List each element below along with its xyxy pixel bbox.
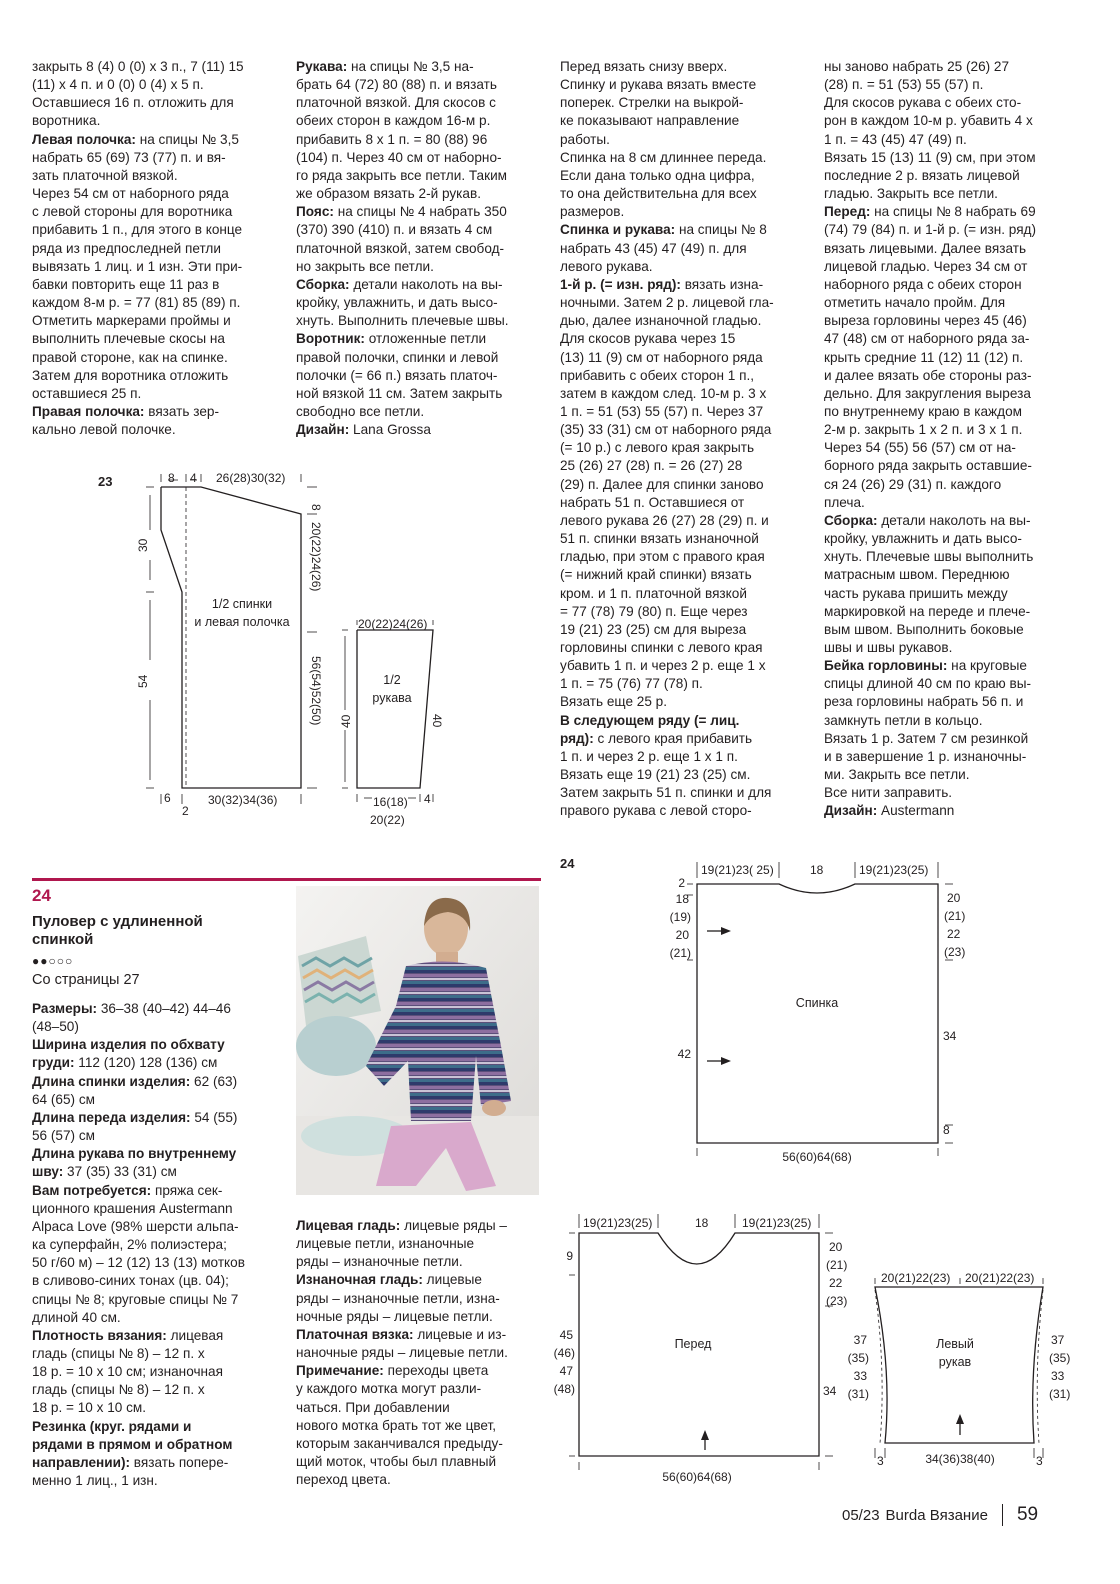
text-line: правого рукава с левой сторо-: [560, 803, 752, 819]
text-line: закрыть 8 (4) 0 (0) x 3 п., 7 (11) 15: [32, 59, 244, 74]
dim-label: 34(36)38(40): [925, 1452, 995, 1466]
section-rule: [32, 878, 541, 881]
text-line: Перед вязать снизу вверх.: [560, 59, 728, 74]
text-line: В следующем ряду (= лиц.: [560, 712, 740, 728]
sleeve-label: Левый рукав: [936, 1337, 974, 1369]
dim-label: 19(21)23(25): [742, 1216, 812, 1230]
dim-label: 34: [823, 1384, 837, 1398]
dim-label: 20(22): [370, 813, 405, 827]
text-line: 1 п. = 51 (53) 55 (57) п. Через 37: [560, 403, 764, 419]
dim-label: 18: [695, 1216, 709, 1230]
text-line: борного ряда закрыть оставшие-: [824, 458, 1032, 474]
text-line: реза горловины набрать 56 п. и: [824, 694, 1024, 710]
text-line: спицы № 8; круговые спицы № 7: [32, 1291, 239, 1307]
text-line: набрать 43 (45) 47 (49) п. для: [560, 240, 747, 256]
text-line: платочной вязкой, затем свобод-: [296, 240, 505, 256]
text-line: ряда из предпоследней петли: [32, 240, 221, 256]
text-line: швы и швы рукавов.: [824, 640, 953, 655]
text-line: затем в каждом след. 10-м р. 3 x: [560, 385, 767, 401]
text-line: дельно. Для закругления выреза: [824, 385, 1031, 401]
dim-label: (21): [944, 909, 966, 923]
text-line: Лицевая гладь: лицевые ряды –: [296, 1218, 507, 1233]
text-line: 1 п. = 43 (45) 47 (49) п.: [824, 131, 967, 147]
dim-label: (31): [847, 1387, 869, 1401]
dim-label: 2: [182, 804, 189, 818]
sweater-photo: [296, 886, 539, 1195]
text-line: Отметить маркерами проймы и: [32, 313, 231, 329]
text-line: работы.: [560, 131, 610, 147]
dim-label: 8: [943, 1123, 950, 1137]
text-line: в сливово-синих тонах (цв. 04);: [32, 1273, 229, 1289]
text-line: длиной 40 см.: [32, 1309, 121, 1325]
dim-label: 40: [430, 714, 444, 728]
text-line: 25 (26) 27 (28) п. = 26 (27) 28: [560, 458, 743, 474]
text-line: ны заново набрать 25 (26) 27: [824, 59, 1010, 74]
text-line: 2-м р. закрыть 1 x 2 п. и 3 x 1 п.: [824, 422, 1023, 438]
text-line: 47 (48) см от наборного ряда за-: [824, 331, 1030, 347]
text-line: наборного ряда с обеих сторон: [824, 276, 1022, 292]
text-line: бавки повторить еще 11 раз в: [32, 276, 220, 292]
text-line: выполнить плечевые скосы на: [32, 331, 225, 347]
text-line: левого рукава.: [560, 258, 653, 274]
text-line: (29) п. Далее для спинки заново: [560, 476, 764, 492]
text-line: выреза горловины через 45 (46): [824, 313, 1027, 329]
text-line: Длина спинки изделия: 62 (63): [32, 1073, 238, 1089]
dim-label: 33: [1051, 1369, 1065, 1383]
page-footer: [842, 1504, 1038, 1526]
dim-label: 20: [675, 928, 689, 942]
text-line: 1-й р. (= изн. ряд): вязать изна-: [560, 276, 764, 292]
dim-label: (31): [1049, 1387, 1071, 1401]
text-line: Резинка (круг. рядами и: [32, 1418, 192, 1434]
dim-label: 3: [1036, 1454, 1043, 1468]
text-line: Плотность вязания: лицевая: [32, 1327, 224, 1343]
text-line: Платочная вязка: лицевые и из-: [296, 1326, 507, 1342]
text-line: Спинку и рукава вязать вместе: [560, 77, 757, 93]
dim-label: 26(28)30(32): [216, 471, 286, 485]
dim-label: 20(21)22(23): [881, 1271, 951, 1285]
text-line: (48–50): [32, 1019, 79, 1035]
text-line: отметить начало пройм. Для: [824, 295, 1006, 311]
text-line: гладью. Закрыть все петли.: [824, 186, 998, 202]
text-line: ми. Закрыть все петли.: [824, 767, 970, 783]
text-line: кально левой полочке.: [32, 422, 176, 438]
dim-label: 3: [877, 1454, 884, 1468]
dim-label: 34: [943, 1029, 957, 1043]
text-line: вым швом. Выполнить боковые: [824, 621, 1024, 637]
text-line: шву: 37 (35) 33 (31) см: [32, 1164, 177, 1180]
dim-label: 37: [1051, 1333, 1065, 1347]
dim-label: 19(21)23(25): [583, 1216, 653, 1230]
diagram-23: [90, 460, 450, 830]
text-line: (74) 79 (84) п. и 1-й р. (= изн. ряд): [824, 222, 1037, 238]
text-line: полочки (= 66 п.) вязать платоч-: [296, 367, 498, 383]
text-line: Оставшиеся 16 п. отложить для: [32, 95, 234, 111]
text-line: Длина переда изделия: 54 (55): [32, 1109, 238, 1125]
text-line: 1 п. и через 2 р. еще 1 x 1 п.: [560, 748, 738, 764]
dim-label: 40: [339, 714, 353, 728]
text-line: рядами в прямом и обратном: [32, 1436, 233, 1452]
text-line: набрать 65 (69) 73 (77) п. и вя-: [32, 149, 226, 165]
text-line: рон в каждом 10-м р. убавить 4 x: [824, 113, 1033, 129]
dim-label: (19): [669, 910, 691, 924]
text-line: Alpaca Love (98% шерсти альпа-: [32, 1218, 239, 1234]
dim-label: 18: [675, 892, 689, 906]
dim-label: 18: [810, 863, 824, 877]
text-line: Длина рукава по внутреннему: [32, 1146, 237, 1162]
text-line: плеча.: [824, 494, 865, 510]
text-line: лицевой гладью. Через 34 см от: [824, 258, 1028, 274]
text-line: правой полочки, спинки и левой: [296, 349, 499, 365]
text-line: Сборка: детали наколоть на вы-: [296, 276, 503, 292]
text-line: гладь (спицы № 8) – 12 п. x: [32, 1382, 205, 1398]
dim-label: (46): [553, 1346, 575, 1360]
dim-label: (48): [553, 1382, 575, 1396]
text-line: наночные ряды – лицевые петли.: [296, 1345, 508, 1361]
text-line: зать платочной вязкой.: [32, 167, 178, 183]
text-line: переход цвета.: [296, 1472, 391, 1488]
text-line: ряды – изнаночные петли, изна-: [296, 1290, 500, 1306]
text-line: ка суперфайн, 2% полиэстера;: [32, 1237, 227, 1253]
text-line: 56 (57) см: [32, 1128, 95, 1144]
text-line: (370) 390 (410) п. и вязать 4 см: [296, 222, 493, 238]
text-column-4: [824, 58, 1036, 821]
text-line: вязать лицевыми. Далее вязать: [824, 240, 1027, 256]
text-line: Если дана только одна цифра,: [560, 167, 755, 183]
text-line: ке показывают направление: [560, 113, 740, 129]
text-line: кройку, увлажнить и дать высо-: [824, 531, 1022, 547]
text-line: и далее вязать обе стороны раз-: [824, 367, 1032, 383]
text-line: вывязать 1 лиц. и 1 изн. Эти при-: [32, 258, 243, 274]
dim-label: (21): [669, 946, 691, 960]
dim-label: 20(21)22(23): [965, 1271, 1035, 1285]
text-line: (= нижний край спинки) вязать: [560, 567, 752, 583]
dim-label: 56(54)52(50): [309, 656, 323, 726]
text-column-5: [32, 1000, 245, 1490]
dim-label: (23): [944, 945, 966, 959]
front-label: Перед: [674, 1337, 712, 1351]
text-line: Изнаночная гладь: лицевые: [296, 1272, 482, 1288]
text-line: матрасным швом. Переднюю: [824, 567, 1010, 583]
text-line: маркировкой на переде и плече-: [824, 603, 1031, 619]
dim-label: 30: [136, 538, 150, 552]
dim-label: (35): [847, 1351, 869, 1365]
dim-label: 22: [829, 1276, 843, 1290]
text-line: Затем для воротника отложить: [32, 367, 229, 383]
text-line: Вязать еще 25 р.: [560, 694, 668, 710]
text-line: (13) 11 (9) см от наборного ряда: [560, 349, 763, 365]
text-line: ной вязкой 11 см. Затем закрыть: [296, 385, 503, 401]
text-line: замкнуть петли в кольцо.: [824, 712, 983, 728]
text-line: каждом 8-м р. = 77 (81) 85 (89) п.: [32, 295, 241, 311]
sleeve-label: 1/2 рукава: [372, 673, 412, 705]
section-number: 24: [32, 886, 51, 905]
diagram-number: 23: [98, 474, 113, 489]
dim-label: 45: [559, 1328, 573, 1342]
text-line: Через 54 см от наборного ряда: [32, 186, 229, 202]
dim-label: (23): [826, 1294, 848, 1308]
text-line: Спинка на 8 см длиннее переда.: [560, 149, 767, 165]
text-line: 1 п. = 75 (76) 77 (78) п.: [560, 676, 703, 692]
dim-label: 20(22)24(26): [358, 617, 428, 631]
text-line: левого рукава 26 (27) 28 (29) п. и: [560, 512, 769, 528]
text-line: ционного крашения Austermann: [32, 1200, 233, 1216]
text-line: убавить 1 п. и через 2 р. еще 1 x: [560, 658, 766, 674]
text-line: (35) 33 (31) см от наборного ряда: [560, 422, 772, 438]
dim-label: 6: [164, 791, 171, 805]
dim-label: 8: [309, 504, 323, 511]
text-line: Вязать 1 р. Затем 7 см резинкой: [824, 730, 1029, 746]
text-column-2: [296, 58, 509, 439]
text-line: воротника.: [32, 113, 101, 129]
dim-label: 54: [136, 674, 150, 688]
text-line: Воротник: отложенные петли: [296, 331, 487, 347]
text-line: (11) x 4 п. и 0 (0) 0 (4) x 5 п.: [32, 77, 204, 93]
text-line: хнуть. Плечевые швы выполнить: [824, 549, 1034, 565]
issue-number: 05/23: [842, 1506, 880, 1524]
text-line: ночные ряды – лицевые петли.: [296, 1308, 493, 1324]
text-line: размеров.: [560, 204, 625, 220]
dim-label: 19(21)23(25): [859, 863, 929, 877]
text-line: Дизайн: Lana Grossa: [296, 422, 431, 438]
dim-label: 9: [566, 1249, 573, 1263]
text-line: последние 2 р. вязать лицевой: [824, 167, 1020, 183]
text-line: ся 24 (26) 29 (31) п. каждого: [824, 476, 1002, 492]
text-line: часть рукава пришить между: [824, 585, 1008, 601]
text-line: по внутреннему краю в каждом: [824, 403, 1022, 419]
text-line: Спинка и рукава: на спицы № 8: [560, 222, 767, 238]
text-line: Бейка горловины: на круговые: [824, 658, 1027, 674]
dim-label: 4: [424, 792, 431, 806]
dim-label: 19(21)23( 25): [701, 863, 774, 877]
text-line: Для скосов рукава с обеих сто-: [824, 95, 1022, 111]
dim-label: 56(60)64(68): [782, 1150, 852, 1164]
text-line: хнуть. Выполнить плечевые швы.: [296, 313, 509, 329]
text-line: Пояс: на спицы № 4 набрать 350: [296, 204, 507, 220]
text-line: Все нити заправить.: [824, 785, 953, 801]
page-number: 59: [1016, 1504, 1039, 1525]
text-line: чаться. При добавлении: [296, 1399, 450, 1415]
text-line: направлении): вязать попере-: [32, 1454, 229, 1470]
text-line: Сборка: детали наколоть на вы-: [824, 512, 1031, 528]
dim-label: 4: [190, 471, 197, 485]
dim-label: (35): [1049, 1351, 1071, 1365]
diagram-24: [545, 850, 1085, 1500]
dim-label: 20: [829, 1240, 843, 1254]
text-line: Вам потребуется: пряжа сек-: [32, 1182, 223, 1198]
text-line: у каждого мотка могут разли-: [296, 1381, 482, 1397]
dim-label: 47: [559, 1364, 573, 1378]
dim-label: 2: [678, 876, 685, 890]
text-line: прибавить с обеих сторон 1 п.,: [560, 367, 755, 383]
text-line: обеих сторон в каждом 16-м р.: [296, 113, 491, 129]
text-line: 18 р. = 10 x 10 см.: [32, 1400, 147, 1416]
dim-label: 56(60)64(68): [662, 1470, 732, 1484]
text-line: свободно все петли.: [296, 403, 425, 419]
dim-label: 20(22)24(26): [309, 522, 323, 592]
text-line: Вязать 15 (13) 11 (9) см, при этом: [824, 149, 1036, 165]
text-line: Для скосов рукава через 15: [560, 331, 736, 347]
text-line: ночными. Затем 2 р. лицевой гла-: [560, 295, 774, 311]
text-line: гладь (спицы № 8) – 12 п. x: [32, 1345, 205, 1361]
text-line: набрать 51 п. Оставшиеся от: [560, 494, 745, 510]
text-line: Правая полочка: вязать зер-: [32, 403, 219, 419]
text-line: гладью, при этом с правого края: [560, 549, 765, 565]
magazine-name: Burda Вязание: [885, 1506, 988, 1524]
text-line: = 77 (78) 79 (80) п. Еще через: [560, 603, 748, 619]
back-label: Спинка: [795, 996, 839, 1010]
text-line: груди: 112 (120) 128 (136) см: [32, 1055, 218, 1071]
dim-label: 33: [853, 1369, 867, 1383]
text-line: (104) п. Через 40 см от наборно-: [296, 149, 502, 165]
text-line: Через 54 (55) 56 (57) см от на-: [824, 440, 1016, 456]
text-line: платочной вязкой. Для скосов с: [296, 95, 496, 111]
pattern-label: 1/2 спинки и левая полочка: [194, 597, 290, 629]
difficulty-dots: ●●○○○: [32, 954, 74, 968]
diagram-number: 24: [560, 856, 575, 871]
dim-label: 16(18): [373, 795, 408, 809]
text-line: лицевые петли, изнаночные: [296, 1236, 475, 1252]
text-line: правой стороне, как на спинке.: [32, 349, 228, 365]
text-line: 19 (21) 23 (25) см для выреза: [560, 621, 747, 637]
text-line: и в завершение 1 р. изнаночны-: [824, 748, 1027, 764]
text-line: менно 1 лиц., 1 изн.: [32, 1473, 158, 1489]
text-line: Размеры: 36–38 (40–42) 44–46: [32, 1001, 231, 1016]
text-line: Рукава: на спицы № 3,5 на-: [296, 59, 474, 74]
text-line: нового мотка брать тот же цвет,: [296, 1417, 497, 1433]
text-line: щий моток, чтобы был плавный: [296, 1454, 497, 1470]
section-title: Пуловер с удлиненной спинкой: [32, 913, 203, 948]
dim-label: 22: [947, 927, 961, 941]
text-line: Ширина изделия по обхвату: [32, 1037, 225, 1053]
text-line: но закрыть все петли.: [296, 258, 434, 274]
text-line: Перед: на спицы № 8 набрать 69: [824, 204, 1036, 220]
dim-label: 30(32)34(36): [208, 793, 278, 807]
text-line: 51 п. спинки вязать изнаночной: [560, 531, 759, 547]
text-column-3: [560, 58, 774, 821]
text-line: спицы длиной 40 см по краю вы-: [824, 676, 1032, 692]
footer-separator: [1002, 1504, 1003, 1526]
text-line: прибавить 1 п., для этого в конце: [32, 222, 243, 238]
dim-label: 8: [168, 471, 175, 485]
text-line: горловины спинки с левого края: [560, 640, 763, 655]
text-line: 64 (65) см: [32, 1091, 95, 1107]
text-line: кром. и 1 п. платочной вязкой: [560, 585, 747, 601]
text-column-1: [32, 58, 244, 439]
text-line: Дизайн: Austermann: [824, 803, 955, 819]
text-line: прибавить 8 x 1 п. = 80 (88) 96: [296, 131, 488, 147]
text-line: Левая полочка: на спицы № 3,5: [32, 131, 239, 147]
text-line: Примечание: переходы цвета: [296, 1363, 489, 1379]
text-line: то она действительна для всех: [560, 186, 757, 202]
text-line: оставшиеся 25 п.: [32, 385, 142, 401]
text-column-6: [296, 1217, 508, 1489]
text-line: же образом вязать 2-й рукав.: [296, 186, 481, 202]
text-line: ряд): с левого края прибавить: [560, 730, 753, 746]
text-line: брать 64 (72) 80 (88) п. и вязать: [296, 77, 497, 93]
text-line: с левой стороны для воротника: [32, 204, 233, 220]
text-line: ряды – изнаночные петли.: [296, 1254, 463, 1270]
text-line: (28) п. = 51 (53) 55 (57) п.: [824, 77, 984, 93]
dim-label: 37: [853, 1333, 867, 1347]
dim-label: 20: [947, 891, 961, 905]
dim-label: 42: [677, 1047, 691, 1061]
from-page-note: Со страницы 27: [32, 972, 140, 988]
text-line: Вязать еще 19 (21) 23 (25) см.: [560, 767, 751, 783]
text-line: го ряда закрыть все петли. Таким: [296, 167, 508, 183]
text-line: 50 г/60 м) – 12 (12) 13 (13) мотков: [32, 1255, 245, 1271]
text-line: поперек. Стрелки на выкрой-: [560, 95, 744, 111]
dim-label: (21): [826, 1258, 848, 1272]
text-line: кройку, увлажнить, и дать высо-: [296, 295, 498, 311]
text-line: 18 р. = 10 x 10 см; изнаночная: [32, 1364, 223, 1380]
text-line: дью, далее изнаночной гладью.: [560, 313, 762, 329]
text-line: крыть средние 11 (12) 11 (12) п.: [824, 349, 1024, 365]
text-line: Затем закрыть 51 п. спинки и для: [560, 785, 772, 801]
text-line: (= 10 р.) с левого края закрыть: [560, 440, 755, 456]
text-line: которым заканчивался предыду-: [296, 1435, 503, 1451]
